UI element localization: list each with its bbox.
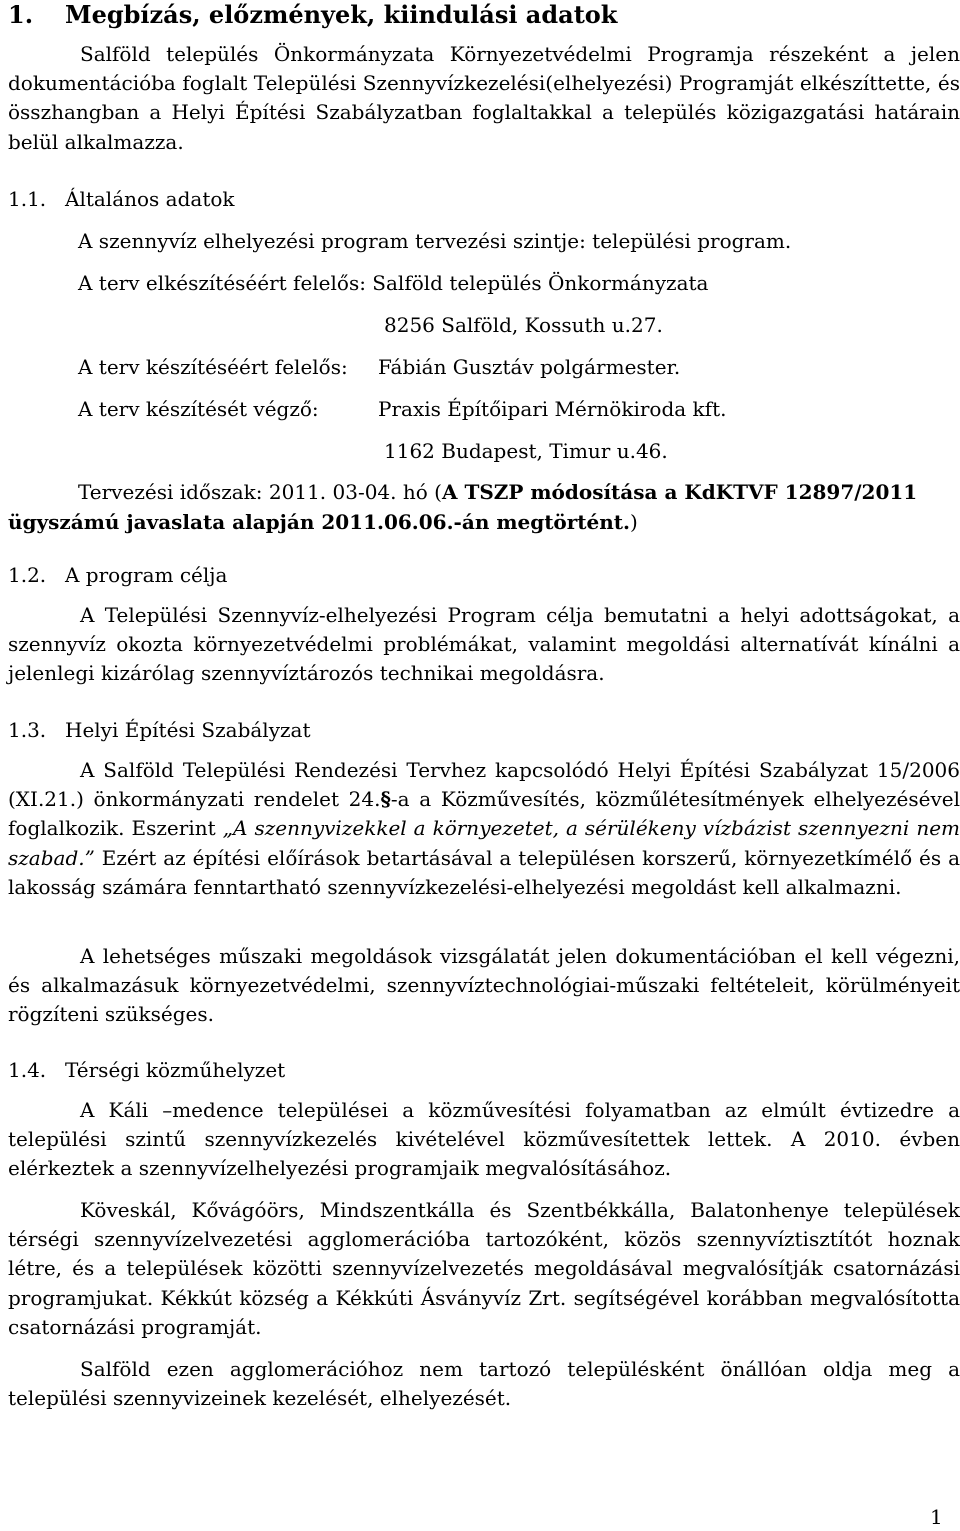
period-bold-b: ügyszámú javaslata alapján 2011.06.06.-án megtörtént.	[8, 510, 631, 534]
section-1-4-number: 1.4.	[8, 1058, 47, 1082]
maker-label: A terv készítését végző:	[78, 397, 319, 421]
section-1-title: Megbízás, előzmények, kiindulási adatok	[65, 0, 618, 29]
paragraph-sign: §	[380, 787, 391, 812]
section-1-2-text: A Települési Szennyvíz-elhelyezési Program célja bemutatni a helyi adottságokat, a szennyvíz okozta környezetvédelmi problémákat, valamint megoldási alternatívát kínálni a jelenlegi kizárólag szennyvíztározós technikai megoldásra.	[8, 603, 960, 686]
section-1-3-heading	[8, 717, 311, 743]
section-1-intro: Salföld település Önkormányzata Környezetvédelmi Programja részeként a jelen dokumentációba foglalt Települési Szennyvízkezelési(elhelyezési) Programját elkészíttette, és összhangban a Helyi Építési Szabályzatban foglaltakkal a település közigazgatási határain belül alkalmazza.	[8, 42, 960, 154]
maker-address: 1162 Budapest, Timur u.46.	[384, 439, 668, 463]
section-1-3-title: Helyi Építési Szabályzat	[65, 718, 311, 742]
maker-value: Praxis Építőipari Mérnökiroda kft.	[378, 397, 727, 421]
section-1-2-heading	[8, 562, 227, 588]
responsible-address: 8256 Salföld, Kossuth u.27.	[384, 313, 663, 337]
section-1-2-title: A program célja	[65, 563, 228, 587]
planning-period-line	[78, 479, 917, 505]
planning-period-line-2	[8, 509, 638, 535]
section-1-number: 1.	[8, 0, 34, 29]
hesz-text-a: A Salföld Települési Rendezési Tervhez kapcsolódó Helyi Építési Szabályzat 15/2006 (XI.21.) önkormányzati rendelet 24.	[8, 758, 960, 812]
section-1-4-title: Térségi közműhelyzet	[65, 1058, 286, 1082]
section-1-4-heading	[8, 1057, 285, 1083]
section-1-3-paragraph-2: A lehetséges műszaki megoldások vizsgálatát jelen dokumentációban el kell végezni, és alkalmazásuk környezetvédelmi, szennyvíztechnológiai-műszaki feltételeit, körülményeit rögzíteni szükséges.	[8, 944, 960, 1027]
responsible-line: A terv elkészítéséért felelős: Salföld település Önkormányzata	[78, 271, 709, 295]
section-1-4-paragraph-2: Köveskál, Kővágóörs, Mindszentkálla és Szentbékkálla, Balatonhenye települések térségi szennyvízelvezetési agglomerációba tartozóként, közös szennyvíztisztítót hoznak létre, és a települések közötti szennyvízelvezetés megoldásával megvalósítják csatornázási programjukat. Kékkút község a Kékkúti Ásványvíz Zrt. segítségével korábban megvalósította csatornázási programját.	[8, 1198, 960, 1339]
section-1-3-number: 1.3.	[8, 718, 47, 742]
planning-level-line: A szennyvíz elhelyezési program tervezési szintje: települési program.	[78, 229, 792, 253]
section-1-heading	[8, 0, 617, 30]
section-1-4-paragraph-1: A Káli –medence települései a közművesítési folyamatban az elmúlt évtizedre a települési szintű szennyvízkezelés kivételével közművesítettek lettek. A 2010. évben elérkeztek a szennyvízelhelyezési programjaik megvalósításához.	[8, 1098, 960, 1181]
section-1-3-paragraph-1	[8, 756, 960, 902]
hesz-text-c: -a a Közművesítés, közműlétesítmények elhelyezésével foglalkozik. Eszerint	[8, 787, 960, 841]
hesz-quote: „A szennyvizekkel a környezetet, a sérülékeny vízbázist szennyezni nem szabad.”	[8, 816, 960, 870]
period-bold-a: A TSZP módosítása a KdKTVF 12897/2011	[441, 480, 918, 504]
section-1-4-paragraph-3: Salföld ezen agglomerációhoz nem tartozó településként önállóan oldja meg a települési szennyvizeinek kezelését, elhelyezését.	[8, 1357, 960, 1411]
section-1-1-heading	[8, 186, 235, 212]
section-1-1-number: 1.1.	[8, 187, 47, 211]
person-label: A terv készítéséért felelős:	[78, 355, 348, 379]
person-value: Fábián Gusztáv polgármester.	[378, 355, 681, 379]
section-1-2-number: 1.2.	[8, 563, 47, 587]
section-1-1-title: Általános adatok	[65, 187, 235, 211]
period-suffix: )	[630, 510, 638, 534]
hesz-text-d: Ezért az építési előírások betartásával a településen korszerű, környezetkímélő és a lakosság számára fenntartható szennyvízkezelési-elhelyezési megoldást kell alkalmazni.	[8, 845, 960, 899]
page-number: 1	[930, 1505, 943, 1529]
period-prefix: Tervezési időszak: 2011. 03-04. hó (	[78, 480, 442, 504]
